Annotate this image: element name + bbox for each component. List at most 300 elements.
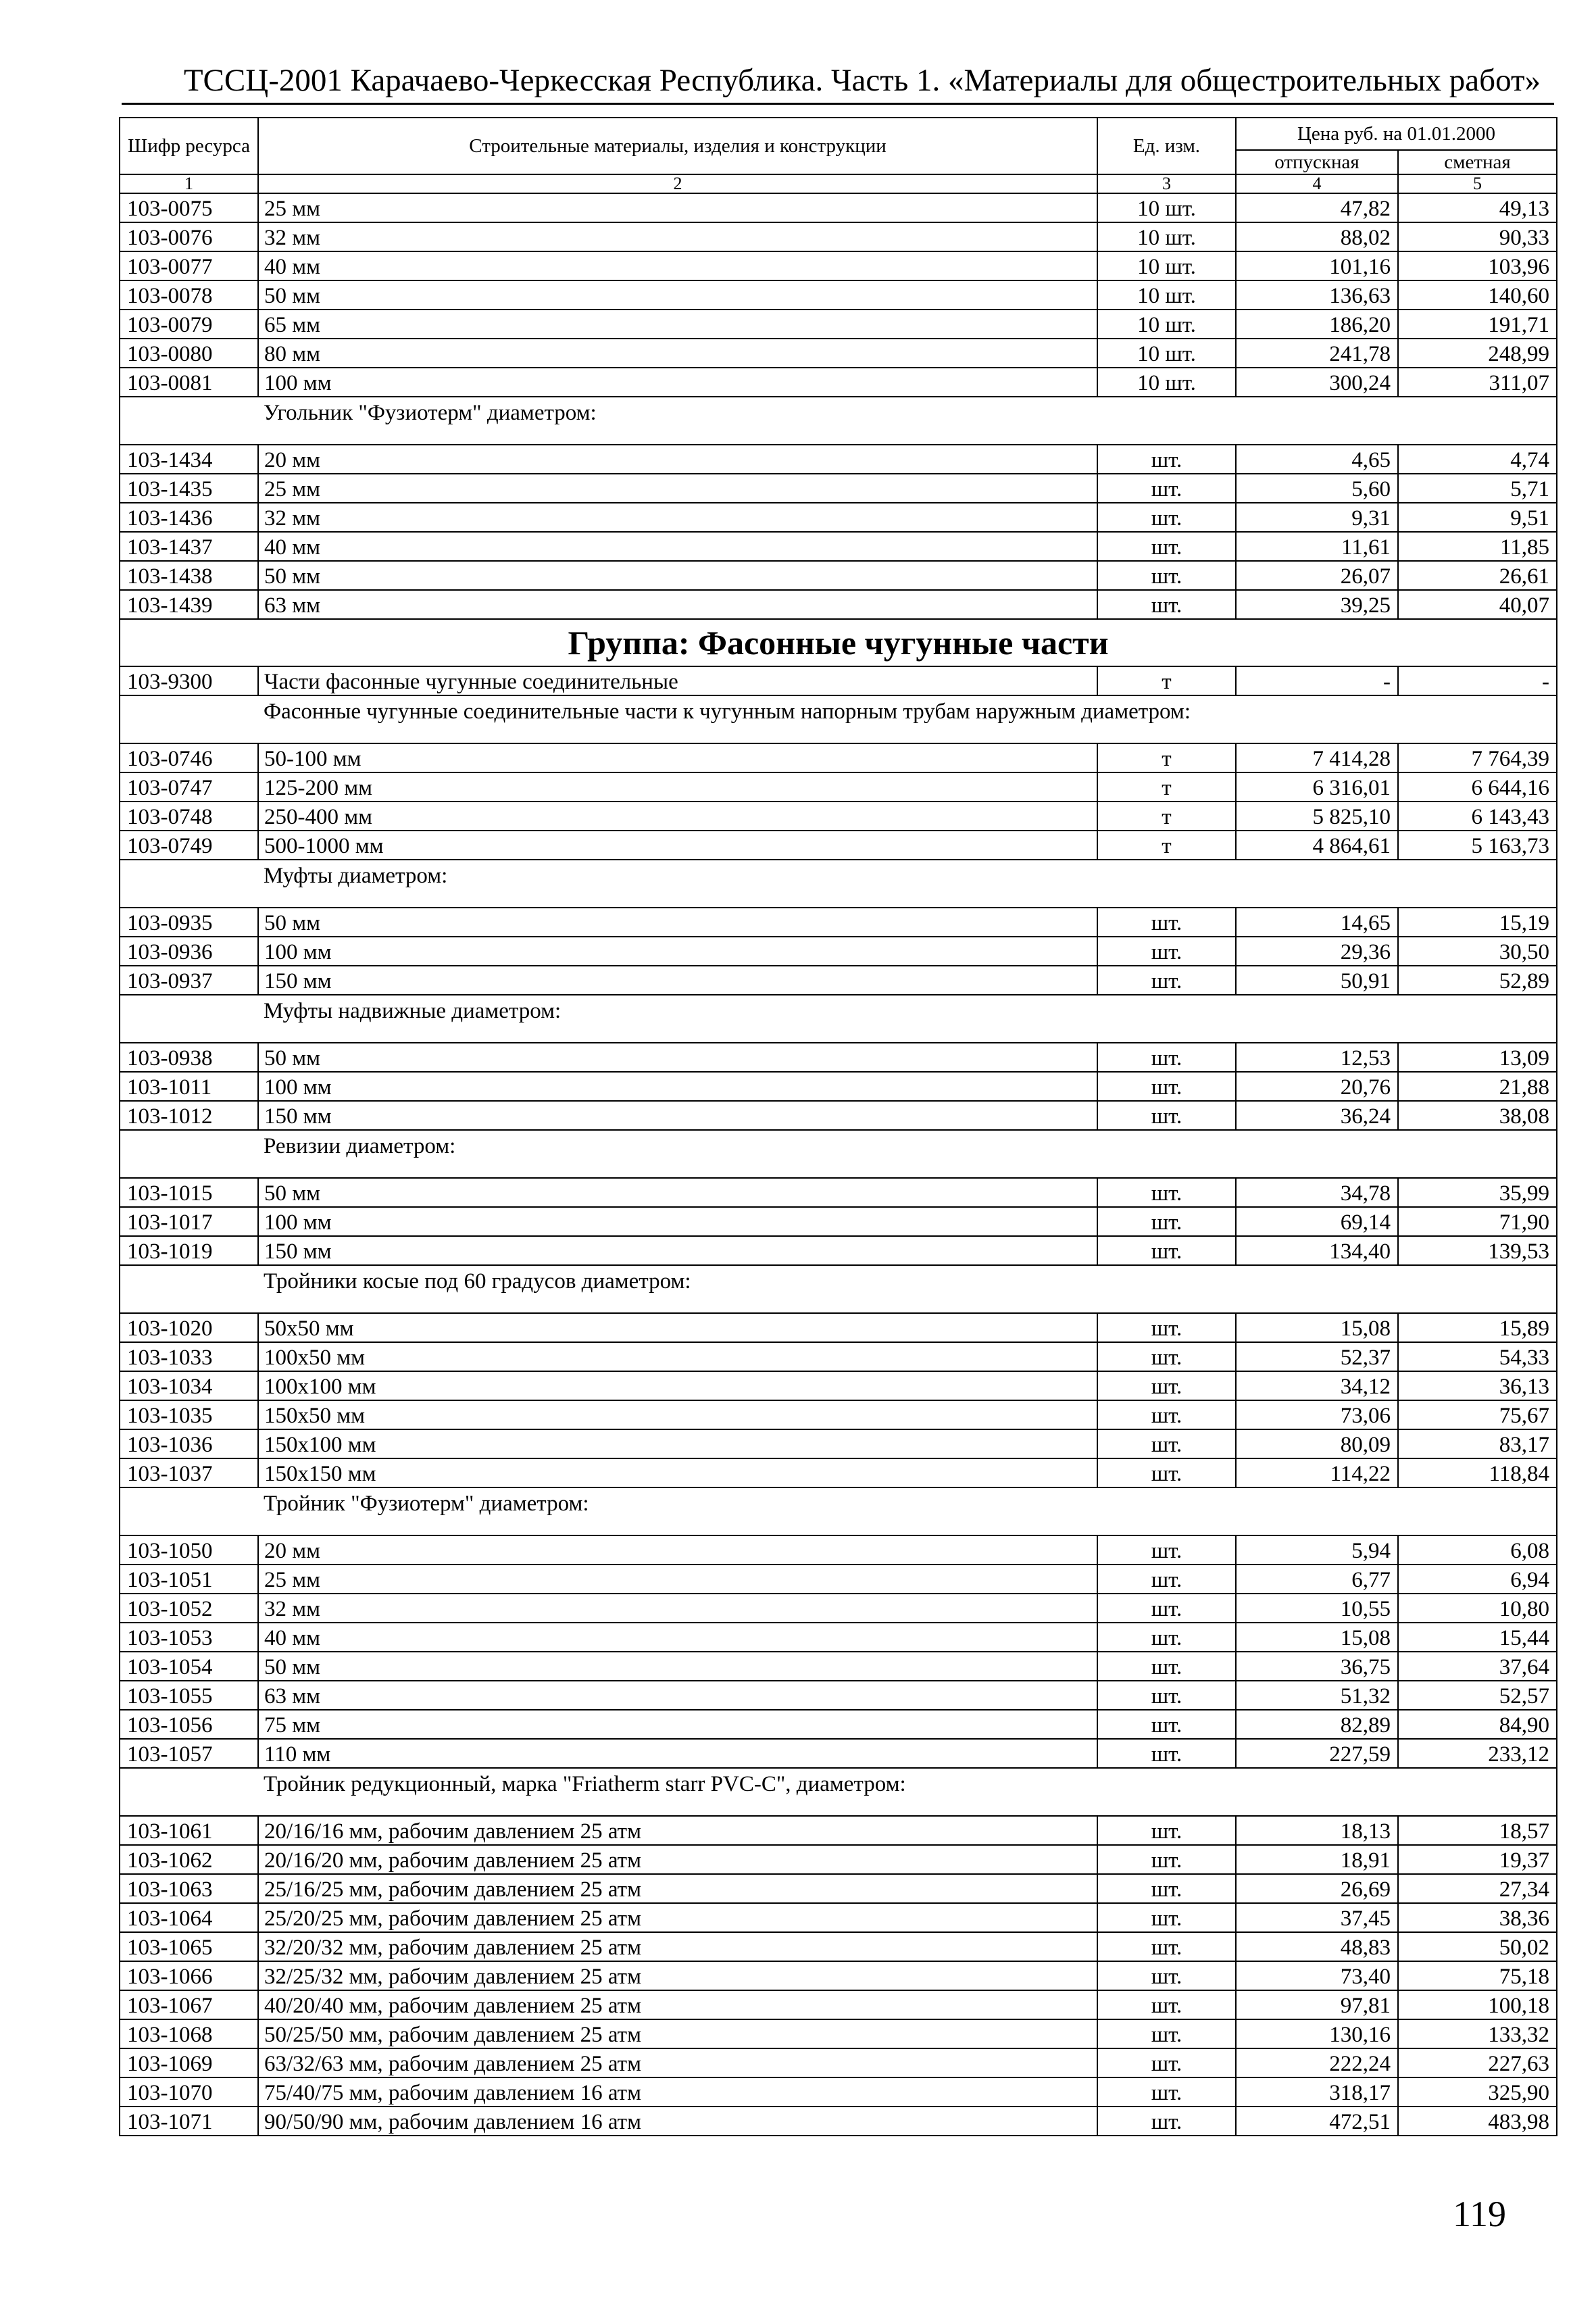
price-release: 5,60 [1236, 474, 1398, 503]
unit-of-measure: 10 шт. [1097, 251, 1236, 280]
material-name: 40 мм [258, 532, 1097, 561]
material-name: 25/20/25 мм, рабочим давлением 25 атм [258, 1903, 1097, 1932]
material-name: 100x50 мм [258, 1342, 1097, 1371]
material-name: 20/16/20 мм, рабочим давлением 25 атм [258, 1845, 1097, 1874]
price-estimate: - [1398, 666, 1557, 695]
price-estimate: 9,51 [1398, 503, 1557, 532]
price-estimate: 40,07 [1398, 590, 1557, 619]
table-row [120, 1535, 1557, 1565]
table-row [120, 1207, 1557, 1236]
resource-code: 103-1052 [120, 1594, 258, 1623]
table-row [120, 310, 1557, 339]
unit-of-measure: шт. [1097, 1371, 1236, 1400]
price-estimate: 325,90 [1398, 2077, 1557, 2107]
column-number: 3 [1097, 174, 1236, 193]
unit-of-measure: т [1097, 831, 1236, 860]
material-name: 100 мм [258, 1207, 1097, 1236]
resource-code: 103-1062 [120, 1845, 258, 1874]
table-row [120, 222, 1557, 251]
price-estimate: 27,34 [1398, 1874, 1557, 1903]
table-row [120, 1429, 1557, 1458]
price-estimate: 103,96 [1398, 251, 1557, 280]
price-release: 130,16 [1236, 2019, 1398, 2048]
unit-of-measure: шт. [1097, 590, 1236, 619]
unit-of-measure: шт. [1097, 1535, 1236, 1565]
material-name: 150x150 мм [258, 1458, 1097, 1487]
material-name: 80 мм [258, 339, 1097, 368]
resource-code: 103-1061 [120, 1816, 258, 1845]
price-estimate: 5 163,73 [1398, 831, 1557, 860]
subheading-code-cell [120, 1487, 258, 1535]
table-row [120, 1313, 1557, 1342]
unit-of-measure: шт. [1097, 1178, 1236, 1207]
material-name: 125-200 мм [258, 772, 1097, 802]
table-row [120, 831, 1557, 860]
price-release: 73,40 [1236, 1961, 1398, 1990]
table-row [120, 368, 1557, 397]
resource-code: 103-0076 [120, 222, 258, 251]
unit-of-measure: 10 шт. [1097, 193, 1236, 222]
price-release: 318,17 [1236, 2077, 1398, 2107]
price-estimate: 19,37 [1398, 1845, 1557, 1874]
unit-of-measure: шт. [1097, 1429, 1236, 1458]
header-name: Строительные материалы, изделия и конструкции [258, 118, 1097, 174]
price-release: 5,94 [1236, 1535, 1398, 1565]
material-name: 500-1000 мм [258, 831, 1097, 860]
unit-of-measure: шт. [1097, 2019, 1236, 2048]
unit-of-measure: шт. [1097, 1816, 1236, 1845]
resource-code: 103-0075 [120, 193, 258, 222]
price-release: 14,65 [1236, 908, 1398, 937]
price-estimate: 54,33 [1398, 1342, 1557, 1371]
resource-code: 103-1033 [120, 1342, 258, 1371]
material-name: 50 мм [258, 1043, 1097, 1072]
price-release: 6,77 [1236, 1565, 1398, 1594]
resource-code: 103-1020 [120, 1313, 258, 1342]
material-name: 50/25/50 мм, рабочим давлением 25 атм [258, 2019, 1097, 2048]
table-row [120, 1458, 1557, 1487]
resource-code: 103-1011 [120, 1072, 258, 1101]
unit-of-measure: т [1097, 772, 1236, 802]
material-name: 75 мм [258, 1710, 1097, 1739]
resource-code: 103-0747 [120, 772, 258, 802]
table-row [120, 339, 1557, 368]
unit-of-measure: шт. [1097, 1043, 1236, 1072]
price-release: 101,16 [1236, 251, 1398, 280]
price-release: 136,63 [1236, 280, 1398, 310]
price-estimate: 75,67 [1398, 1400, 1557, 1429]
table-row [120, 503, 1557, 532]
price-release: 51,32 [1236, 1681, 1398, 1710]
price-estimate: 5,71 [1398, 474, 1557, 503]
header-price: Цена руб. на 01.01.2000 [1236, 118, 1557, 150]
price-estimate: 7 764,39 [1398, 743, 1557, 772]
material-name: 40 мм [258, 1623, 1097, 1652]
resource-code: 103-1057 [120, 1739, 258, 1768]
price-estimate: 139,53 [1398, 1236, 1557, 1265]
resource-code: 103-1015 [120, 1178, 258, 1207]
material-name: 32 мм [258, 222, 1097, 251]
unit-of-measure: шт. [1097, 1739, 1236, 1768]
table-row [120, 1816, 1557, 1845]
price-release: 80,09 [1236, 1429, 1398, 1458]
price-release: 73,06 [1236, 1400, 1398, 1429]
table-row [120, 2048, 1557, 2077]
unit-of-measure: шт. [1097, 1594, 1236, 1623]
table-row [120, 1178, 1557, 1207]
price-release: 29,36 [1236, 937, 1398, 966]
price-release: 300,24 [1236, 368, 1398, 397]
material-name: 32 мм [258, 503, 1097, 532]
group-heading: Группа: Фасонные чугунные части [120, 619, 1557, 666]
resource-code: 103-1036 [120, 1429, 258, 1458]
price-release: 7 414,28 [1236, 743, 1398, 772]
resource-code: 103-0935 [120, 908, 258, 937]
material-name: 20 мм [258, 445, 1097, 474]
table-row [120, 590, 1557, 619]
price-estimate: 13,09 [1398, 1043, 1557, 1072]
resource-code: 103-1034 [120, 1371, 258, 1400]
unit-of-measure: шт. [1097, 1400, 1236, 1429]
price-estimate: 36,13 [1398, 1371, 1557, 1400]
price-estimate: 133,32 [1398, 2019, 1557, 2048]
table-row [120, 772, 1557, 802]
subheading-text: Ревизии диаметром: [258, 1130, 1557, 1178]
resource-code: 103-1438 [120, 561, 258, 590]
resource-code: 103-0748 [120, 802, 258, 831]
price-release: 26,69 [1236, 1874, 1398, 1903]
material-name: 75/40/75 мм, рабочим давлением 16 атм [258, 2077, 1097, 2107]
material-name: 50-100 мм [258, 743, 1097, 772]
price-estimate: 10,80 [1398, 1594, 1557, 1623]
column-number: 5 [1398, 174, 1557, 193]
subheading-row [120, 1130, 1557, 1178]
price-estimate: 483,98 [1398, 2107, 1557, 2136]
table-row [120, 193, 1557, 222]
price-estimate: 6,94 [1398, 1565, 1557, 1594]
price-estimate: 37,64 [1398, 1652, 1557, 1681]
material-name: 63 мм [258, 1681, 1097, 1710]
unit-of-measure: шт. [1097, 1458, 1236, 1487]
price-release: 47,82 [1236, 193, 1398, 222]
table-row [120, 666, 1557, 695]
material-name: 110 мм [258, 1739, 1097, 1768]
unit-of-measure: шт. [1097, 1623, 1236, 1652]
material-name: 65 мм [258, 310, 1097, 339]
material-name: 40 мм [258, 251, 1097, 280]
material-name: 32 мм [258, 1594, 1097, 1623]
table-row [120, 1623, 1557, 1652]
material-name: 50 мм [258, 280, 1097, 310]
resource-code: 103-1071 [120, 2107, 258, 2136]
material-name: 20/16/16 мм, рабочим давлением 25 атм [258, 1816, 1097, 1845]
unit-of-measure: шт. [1097, 445, 1236, 474]
table-row [120, 1874, 1557, 1903]
group-heading-row [120, 619, 1557, 666]
price-estimate: 227,63 [1398, 2048, 1557, 2077]
price-estimate: 75,18 [1398, 1961, 1557, 1990]
material-name: 50 мм [258, 1652, 1097, 1681]
page-number: 119 [1453, 2194, 1506, 2234]
subheading-code-cell [120, 1130, 258, 1178]
subheading-row [120, 695, 1557, 743]
price-release: 26,07 [1236, 561, 1398, 590]
resource-code: 103-0937 [120, 966, 258, 995]
subheading-text: Тройник редукционный, марка "Friatherm starr PVC-C", диаметром: [258, 1768, 1557, 1816]
price-release: 5 825,10 [1236, 802, 1398, 831]
table-row [120, 2077, 1557, 2107]
subheading-code-cell [120, 1265, 258, 1313]
unit-of-measure: шт. [1097, 908, 1236, 937]
resource-code: 103-0749 [120, 831, 258, 860]
price-release: 6 316,01 [1236, 772, 1398, 802]
price-release: 18,91 [1236, 1845, 1398, 1874]
price-estimate: 140,60 [1398, 280, 1557, 310]
page-header-title: ТССЦ-2001 Карачаево-Черкесская Республика. Часть 1. «Материалы для общестроительных работ» [183, 63, 1541, 98]
material-name: 50 мм [258, 908, 1097, 937]
subheading-code-cell [120, 1768, 258, 1816]
material-name: 150 мм [258, 1236, 1097, 1265]
material-name: 32/25/32 мм, рабочим давлением 25 атм [258, 1961, 1097, 1990]
material-name: 150 мм [258, 1101, 1097, 1130]
price-release: 39,25 [1236, 590, 1398, 619]
price-release: 10,55 [1236, 1594, 1398, 1623]
resource-code: 103-1070 [120, 2077, 258, 2107]
unit-of-measure: шт. [1097, 1681, 1236, 1710]
price-estimate: 30,50 [1398, 937, 1557, 966]
price-estimate: 90,33 [1398, 222, 1557, 251]
table-row [120, 1961, 1557, 1990]
unit-of-measure: т [1097, 802, 1236, 831]
resource-code: 103-1053 [120, 1623, 258, 1652]
table-row [120, 966, 1557, 995]
subheading-text: Тройники косые под 60 градусов диаметром: [258, 1265, 1557, 1313]
material-name: 100 мм [258, 1072, 1097, 1101]
unit-of-measure: шт. [1097, 561, 1236, 590]
material-name: 100 мм [258, 368, 1097, 397]
subheading-code-cell [120, 995, 258, 1043]
material-name: 40/20/40 мм, рабочим давлением 25 атм [258, 1990, 1097, 2019]
table-row [120, 1371, 1557, 1400]
table-row [120, 1565, 1557, 1594]
table-row [120, 1681, 1557, 1710]
page-header [122, 51, 1554, 105]
price-estimate: 50,02 [1398, 1932, 1557, 1961]
resource-code: 103-0079 [120, 310, 258, 339]
unit-of-measure: шт. [1097, 1710, 1236, 1739]
resource-code: 103-1063 [120, 1874, 258, 1903]
resource-code: 103-0077 [120, 251, 258, 280]
table-row [120, 1342, 1557, 1371]
unit-of-measure: т [1097, 743, 1236, 772]
subheading-text: Фасонные чугунные соединительные части к чугунным напорным трубам наружным диаметром: [258, 695, 1557, 743]
material-name: 100x100 мм [258, 1371, 1097, 1400]
unit-of-measure: шт. [1097, 532, 1236, 561]
price-release: 114,22 [1236, 1458, 1398, 1487]
price-estimate: 233,12 [1398, 1739, 1557, 1768]
table-row [120, 280, 1557, 310]
material-name: 100 мм [258, 937, 1097, 966]
unit-of-measure: шт. [1097, 1845, 1236, 1874]
price-release: 20,76 [1236, 1072, 1398, 1101]
resource-code: 103-1056 [120, 1710, 258, 1739]
material-name: 25 мм [258, 193, 1097, 222]
resource-code: 103-1067 [120, 1990, 258, 2019]
material-name: 25/16/25 мм, рабочим давлением 25 атм [258, 1874, 1097, 1903]
table-row [120, 1101, 1557, 1130]
header-price-estimate: сметная [1398, 150, 1557, 174]
material-name: 50 мм [258, 1178, 1097, 1207]
unit-of-measure: шт. [1097, 966, 1236, 995]
unit-of-measure: шт. [1097, 2107, 1236, 2136]
resource-code: 103-1017 [120, 1207, 258, 1236]
resource-code: 103-1019 [120, 1236, 258, 1265]
price-release: 88,02 [1236, 222, 1398, 251]
column-number: 4 [1236, 174, 1398, 193]
unit-of-measure: 10 шт. [1097, 310, 1236, 339]
table-row [120, 445, 1557, 474]
resource-code: 103-1437 [120, 532, 258, 561]
resource-code: 103-1436 [120, 503, 258, 532]
unit-of-measure: шт. [1097, 474, 1236, 503]
table-row [120, 1739, 1557, 1768]
unit-of-measure: шт. [1097, 503, 1236, 532]
unit-of-measure: шт. [1097, 1961, 1236, 1990]
price-estimate: 38,36 [1398, 1903, 1557, 1932]
subheading-row [120, 1768, 1557, 1816]
resource-code: 103-1066 [120, 1961, 258, 1990]
material-name: 63 мм [258, 590, 1097, 619]
subheading-code-cell [120, 397, 258, 445]
table-row [120, 561, 1557, 590]
price-release: 36,75 [1236, 1652, 1398, 1681]
price-estimate: 4,74 [1398, 445, 1557, 474]
resource-code: 103-1055 [120, 1681, 258, 1710]
table-row [120, 2019, 1557, 2048]
resource-code: 103-0938 [120, 1043, 258, 1072]
table-row [120, 802, 1557, 831]
price-release: 82,89 [1236, 1710, 1398, 1739]
price-estimate: 15,44 [1398, 1623, 1557, 1652]
unit-of-measure: шт. [1097, 1072, 1236, 1101]
subheading-code-cell [120, 860, 258, 908]
material-name: 90/50/90 мм, рабочим давлением 16 атм [258, 2107, 1097, 2136]
price-estimate: 248,99 [1398, 339, 1557, 368]
resource-code: 103-1065 [120, 1932, 258, 1961]
resource-code: 103-1037 [120, 1458, 258, 1487]
material-name: 250-400 мм [258, 802, 1097, 831]
material-name: 150x100 мм [258, 1429, 1097, 1458]
table-row [120, 937, 1557, 966]
resource-code: 103-1435 [120, 474, 258, 503]
price-release: 34,78 [1236, 1178, 1398, 1207]
resource-code: 103-1050 [120, 1535, 258, 1565]
price-estimate: 52,57 [1398, 1681, 1557, 1710]
table-row [120, 532, 1557, 561]
price-release: 222,24 [1236, 2048, 1398, 2077]
price-estimate: 35,99 [1398, 1178, 1557, 1207]
subheading-row [120, 397, 1557, 445]
material-name: 20 мм [258, 1535, 1097, 1565]
subheading-text: Муфты надвижные диаметром: [258, 995, 1557, 1043]
unit-of-measure: 10 шт. [1097, 280, 1236, 310]
unit-of-measure: 10 шт. [1097, 368, 1236, 397]
resource-code: 103-0936 [120, 937, 258, 966]
price-release: 15,08 [1236, 1313, 1398, 1342]
table-row [120, 1594, 1557, 1623]
price-release: 15,08 [1236, 1623, 1398, 1652]
price-estimate: 49,13 [1398, 193, 1557, 222]
table-body [120, 193, 1557, 2136]
resource-code: 103-1054 [120, 1652, 258, 1681]
price-release: 52,37 [1236, 1342, 1398, 1371]
subheading-row [120, 1487, 1557, 1535]
subheading-text: Муфты диаметром: [258, 860, 1557, 908]
material-name: 32/20/32 мм, рабочим давлением 25 атм [258, 1932, 1097, 1961]
resource-code: 103-1069 [120, 2048, 258, 2077]
table-row [120, 1903, 1557, 1932]
price-estimate: 26,61 [1398, 561, 1557, 590]
table-row [120, 1400, 1557, 1429]
resource-code: 103-1068 [120, 2019, 258, 2048]
price-estimate: 71,90 [1398, 1207, 1557, 1236]
price-estimate: 6,08 [1398, 1535, 1557, 1565]
table-row [120, 474, 1557, 503]
resource-code: 103-0078 [120, 280, 258, 310]
materials-price-table [119, 117, 1557, 2136]
material-name: 50 мм [258, 561, 1097, 590]
price-release: 34,12 [1236, 1371, 1398, 1400]
price-release: 4,65 [1236, 445, 1398, 474]
price-release: 4 864,61 [1236, 831, 1398, 860]
header-unit: Ед. изм. [1097, 118, 1236, 174]
resource-code: 103-0080 [120, 339, 258, 368]
resource-code: 103-0746 [120, 743, 258, 772]
price-estimate: 191,71 [1398, 310, 1557, 339]
subheading-code-cell [120, 695, 258, 743]
unit-of-measure: шт. [1097, 937, 1236, 966]
column-number: 1 [120, 174, 258, 193]
price-estimate: 21,88 [1398, 1072, 1557, 1101]
unit-of-measure: 10 шт. [1097, 339, 1236, 368]
price-estimate: 15,19 [1398, 908, 1557, 937]
subheading-row [120, 995, 1557, 1043]
price-release: 36,24 [1236, 1101, 1398, 1130]
resource-code: 103-1434 [120, 445, 258, 474]
resource-code: 103-1439 [120, 590, 258, 619]
material-name: 50x50 мм [258, 1313, 1097, 1342]
subheading-text: Тройник "Фузиотерм" диаметром: [258, 1487, 1557, 1535]
price-estimate: 100,18 [1398, 1990, 1557, 2019]
price-release: 50,91 [1236, 966, 1398, 995]
resource-code: 103-0081 [120, 368, 258, 397]
price-estimate: 18,57 [1398, 1816, 1557, 1845]
unit-of-measure: шт. [1097, 1207, 1236, 1236]
subheading-row [120, 860, 1557, 908]
price-estimate: 118,84 [1398, 1458, 1557, 1487]
unit-of-measure: шт. [1097, 1903, 1236, 1932]
table-row [120, 1236, 1557, 1265]
table-row [120, 251, 1557, 280]
unit-of-measure: т [1097, 666, 1236, 695]
resource-code: 103-1012 [120, 1101, 258, 1130]
price-estimate: 6 644,16 [1398, 772, 1557, 802]
price-release: 472,51 [1236, 2107, 1398, 2136]
unit-of-measure: шт. [1097, 1342, 1236, 1371]
table-row [120, 1845, 1557, 1874]
column-number-row [120, 174, 1557, 193]
price-release: 11,61 [1236, 532, 1398, 561]
